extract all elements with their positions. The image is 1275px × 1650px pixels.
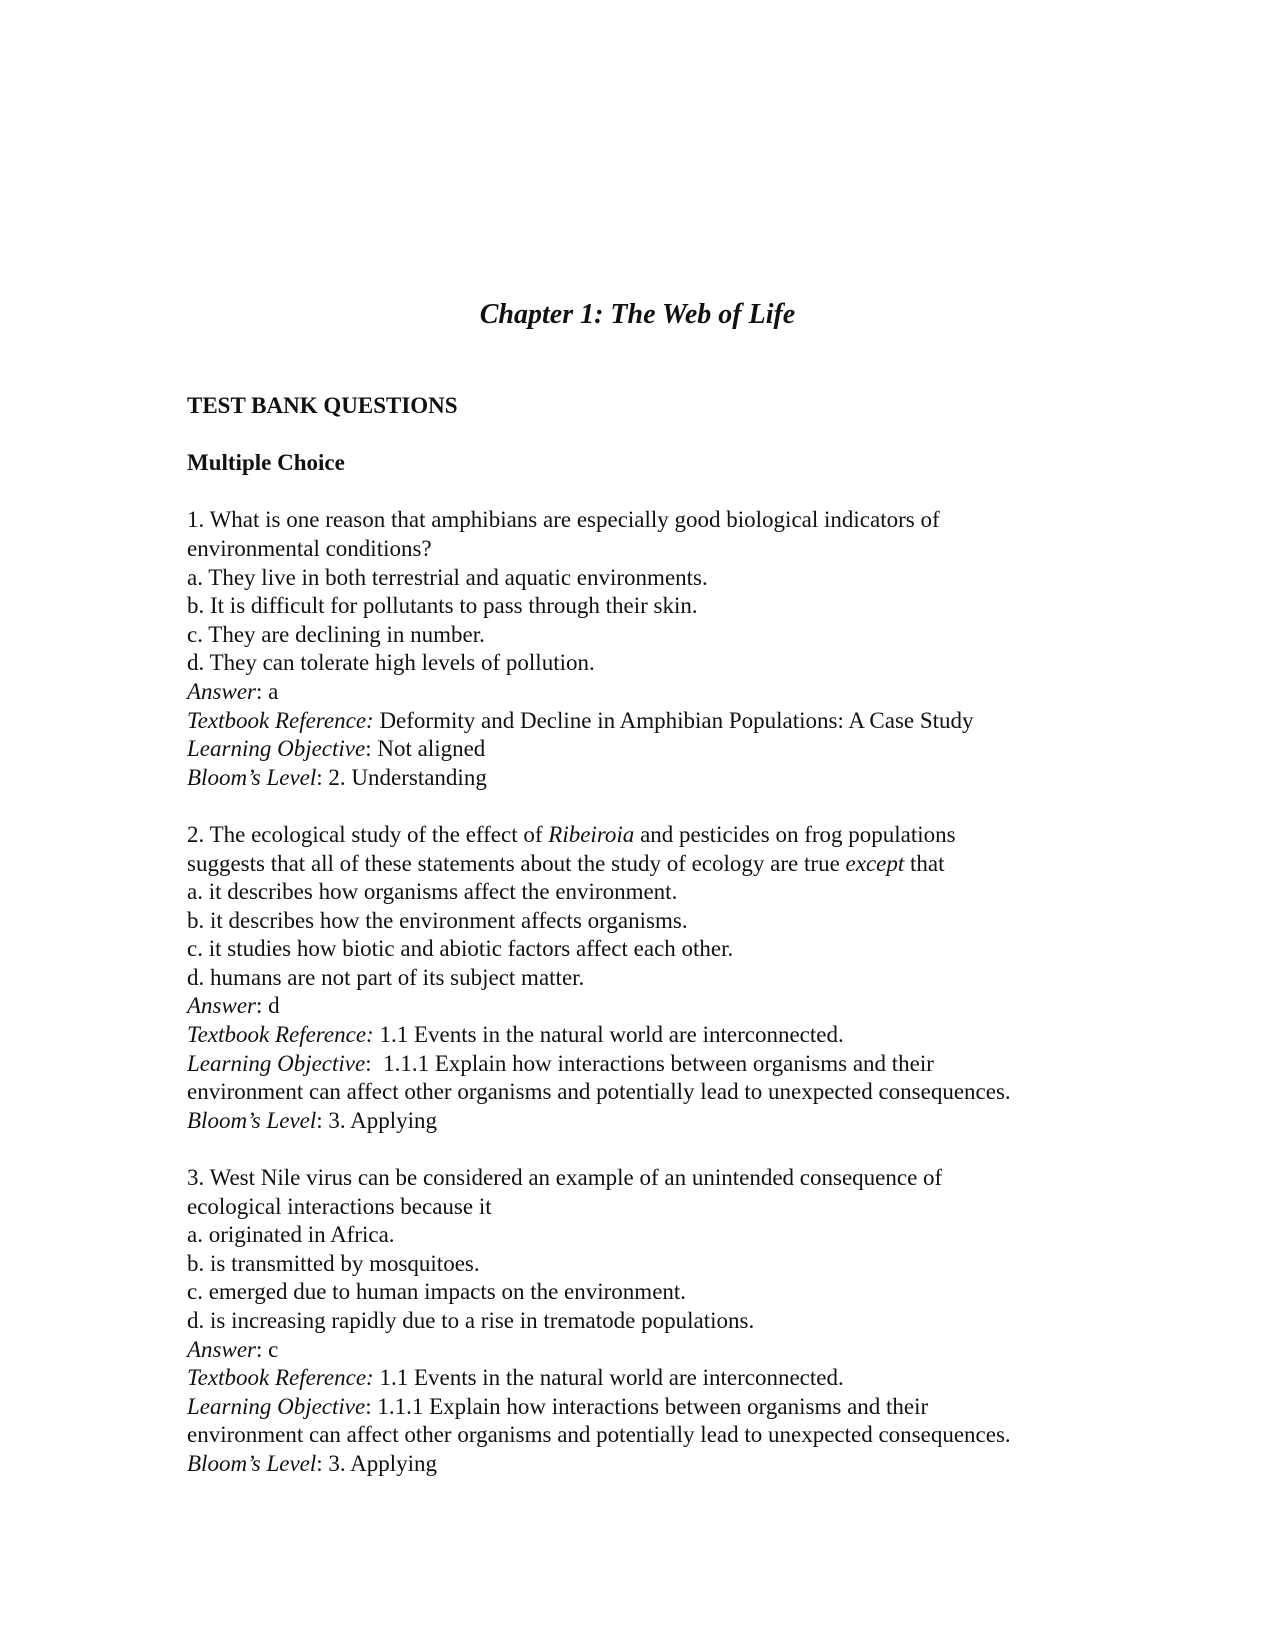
textbook-reference-value: 1.1 Events in the natural world are interconnected.	[379, 1022, 844, 1048]
question-stem: environmental conditions?	[187, 535, 432, 561]
learning-objective-value: Not aligned	[377, 736, 486, 762]
textbook-reference-line	[187, 1021, 1117, 1050]
learning-objective-value: 1.1.1 Explain how interactions between organisms and their	[383, 1050, 934, 1076]
option-a: a. originated in Africa.	[187, 1222, 395, 1248]
stem-text: that	[904, 850, 945, 876]
answer-line: Answer: d	[187, 993, 280, 1019]
option-a: a. They live in both terrestrial and aquatic environments.	[187, 564, 708, 590]
stem-italic-term: Ribeiroia	[548, 821, 635, 847]
answer-value: c	[268, 1336, 279, 1362]
learning-objective-line: Learning Objective: 1.1.1 Explain how interactions between organisms and their	[187, 1393, 929, 1419]
option-c: c. it studies how biotic and abiotic factors affect each other.	[187, 936, 734, 962]
answer-value: d	[268, 993, 280, 1019]
question-stem: 1. What is one reason that amphibians are especially good biological indicators of	[187, 507, 940, 533]
textbook-reference-value: 1.1 Events in the natural world are interconnected.	[379, 1365, 844, 1391]
textbook-reference-line	[187, 707, 1117, 736]
option-b: b. it describes how the environment affects organisms.	[187, 907, 688, 933]
question-2	[187, 821, 1117, 1136]
option-a: a. it describes how organisms affect the environment.	[187, 879, 678, 905]
subsection-heading: Multiple Choice	[187, 450, 345, 476]
answer-label: Answer	[187, 993, 256, 1019]
question-stem: 3. West Nile virus can be considered an example of an unintended consequence of	[187, 1165, 943, 1191]
learning-objective-line: Learning Objective: 1.1.1 Explain how interactions between organisms and their	[187, 1050, 934, 1076]
option-d: d. They can tolerate high levels of pollution.	[187, 650, 595, 676]
stem-text: suggests that all of these statements about the study of ecology are true	[187, 850, 846, 876]
option-d: d. humans are not part of its subject matter.	[187, 964, 585, 990]
stem-text: and pesticides on frog populations	[634, 821, 956, 847]
question-3	[187, 1164, 1117, 1479]
textbook-reference-line	[187, 1364, 1117, 1393]
option-b: b. is transmitted by mosquitoes.	[187, 1250, 480, 1276]
test-bank-content	[187, 392, 1117, 1479]
textbook-reference-label: Textbook Reference:	[187, 1022, 374, 1048]
blooms-level-value: 3. Applying	[328, 1107, 438, 1133]
blooms-level-line: Bloom’s Level: 3. Applying	[187, 1450, 438, 1476]
section-heading: TEST BANK QUESTIONS	[187, 393, 458, 418]
textbook-reference-label: Textbook Reference:	[187, 1365, 374, 1391]
learning-objective-label: Learning Objective	[187, 1393, 366, 1419]
chapter-title: Chapter 1: The Web of Life	[479, 299, 796, 330]
question-1	[187, 506, 1117, 792]
question-stem	[187, 850, 1117, 879]
blooms-level-value: 2. Understanding	[328, 764, 487, 790]
textbook-reference-value: Deformity and Decline in Amphibian Populations: A Case Study	[379, 707, 974, 733]
blooms-level-value: 3. Applying	[328, 1450, 438, 1476]
stem-italic-term: except	[845, 850, 905, 876]
learning-objective-continuation: environment can affect other organisms and potentially lead to unexpected consequences.	[187, 1079, 1011, 1105]
blooms-level-label: Bloom’s Level	[187, 1107, 317, 1133]
blooms-level-label: Bloom’s Level	[187, 1450, 317, 1476]
answer-line: Answer: a	[187, 678, 279, 704]
blooms-level-line: Bloom’s Level: 2. Understanding	[187, 764, 487, 790]
learning-objective-continuation: environment can affect other organisms and potentially lead to unexpected consequences.	[187, 1422, 1011, 1448]
answer-line: Answer: c	[187, 1336, 279, 1362]
question-stem: ecological interactions because it	[187, 1193, 492, 1219]
blooms-level-label: Bloom’s Level	[187, 764, 317, 790]
learning-objective-value: 1.1.1 Explain how interactions between organisms and their	[377, 1393, 929, 1419]
stem-text: 2. The ecological study of the effect of	[187, 821, 549, 847]
learning-objective-label: Learning Objective	[187, 736, 366, 762]
answer-label: Answer	[187, 678, 256, 704]
learning-objective-label: Learning Objective	[187, 1050, 366, 1076]
answer-label: Answer	[187, 1336, 256, 1362]
learning-objective-line: Learning Objective: Not aligned	[187, 736, 486, 762]
blooms-level-line: Bloom’s Level: 3. Applying	[187, 1107, 438, 1133]
option-d: d. is increasing rapidly due to a rise in trematode populations.	[187, 1308, 755, 1333]
textbook-reference-label: Textbook Reference:	[187, 707, 374, 733]
question-stem	[187, 821, 1117, 850]
option-c: c. emerged due to human impacts on the environment.	[187, 1279, 687, 1305]
option-b: b. It is difficult for pollutants to pass through their skin.	[187, 593, 698, 619]
option-c: c. They are declining in number.	[187, 621, 485, 647]
answer-value: a	[268, 678, 279, 704]
